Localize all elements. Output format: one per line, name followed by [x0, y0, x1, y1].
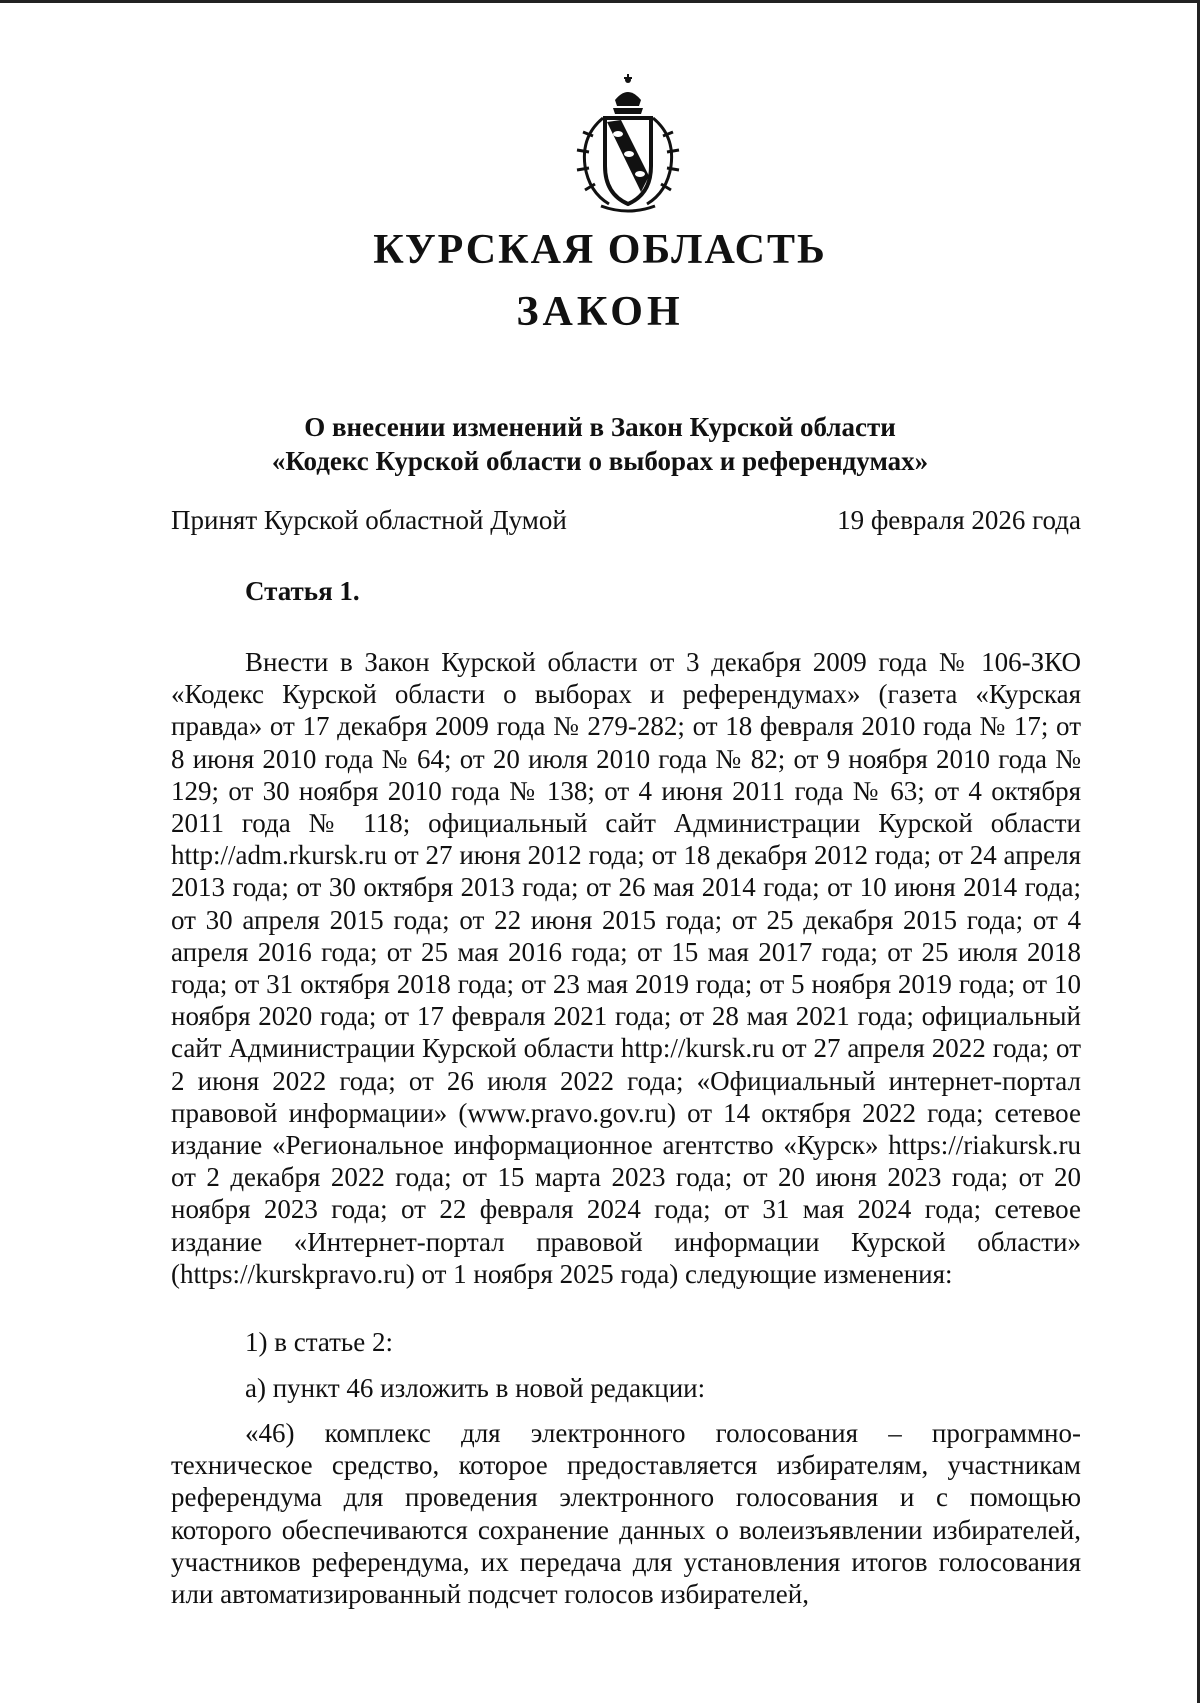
adoption-row	[171, 505, 1081, 536]
document-type: ЗАКОН	[516, 289, 684, 335]
item-1: 1) в статье 2:	[245, 1327, 393, 1357]
adopted-by: Принят Курской областной Думой	[171, 505, 567, 535]
point-46-text: «46) комплекс для электронного голосования – программно-техническое средство, которое предоставляется избирателям, участникам референдума для проведения электронного голосования и с помощью которого обеспечиваются сохранение данных о волеизъявлении избирателей, участников референдума, их передача для установления итогов голосования или автоматизированный подсчет голосов избирателей,	[171, 1418, 1081, 1610]
law-title-line-1: О внесении изменений в Закон Курской области	[304, 412, 896, 442]
adoption-date: 19 февраля 2026 года	[837, 505, 1081, 535]
subitem-a: а) пункт 46 изложить в новой редакции:	[245, 1373, 706, 1403]
region-title: КУРСКАЯ ОБЛАСТЬ	[373, 227, 827, 273]
paragraph-intro: Внести в Закон Курской области от 3 декабря 2009 года № 106-ЗКО «Кодекс Курской области о выборах и референдумах» (газета «Курская правда» от 17 декабря 2009 года № 279-282; от 18 февраля 2010 года № 17; от 8 июня 2010 года № 64; от 20 июля 2010 года № 82; от 9 ноября 2010 года № 129; от 30 ноября 2010 года № 138; от 4 июня 2011 года № 63; от 4 октября 2011 года № 118; официальный сайт Администрации Курской области http://adm.rkursk.ru от 27 июня 2012 года; от 18 декабря 2012 года; от 24 апреля 2013 года; от 30 октября 2013 года; от 26 мая 2014 года; от 10 июня 2014 года; от 30 апреля 2015 года; от 22 июня 2015 года; от 25 декабря 2015 года; от 4 апреля 2016 года; от 25 мая 2016 года; от 15 мая 2017 года; от 25 июля 2018 года; от 31 октября 2018 года; от 23 мая 2019 года; от 5 ноября 2019 года; от 10 ноября 2020 года; от 17 февраля 2021 года; от 28 мая 2021 года; официальный сайт Администрации Курской области http://kursk.ru от 27 апреля 2022 года; от 2 июня 2022 года; от 26 июля 2022 года; «Официальный интернет-портал правовой информации» (www.pravo.gov.ru) от 14 октября 2022 года; сетевое издание «Региональное информационное агентство «Курск» https://riakursk.ru от 2 декабря 2022 года; от 15 марта 2023 года; от 20 июня 2023 года; от 20 ноября 2023 года; от 22 февраля 2024 года; от 31 мая 2024 года; сетевое издание «Интернет-портал правовой информации Курской области» (https://kurskpravo.ru) от 1 ноября 2025 года) следующие изменения:	[171, 647, 1081, 1289]
law-title	[0, 410, 1200, 478]
law-title-line-2: «Кодекс Курской области о выборах и референдумах»	[271, 446, 929, 476]
article-heading: Статья 1.	[245, 576, 360, 606]
kursk-coat-of-arms-emblem	[563, 66, 693, 216]
page-top-edge	[0, 0, 1200, 3]
